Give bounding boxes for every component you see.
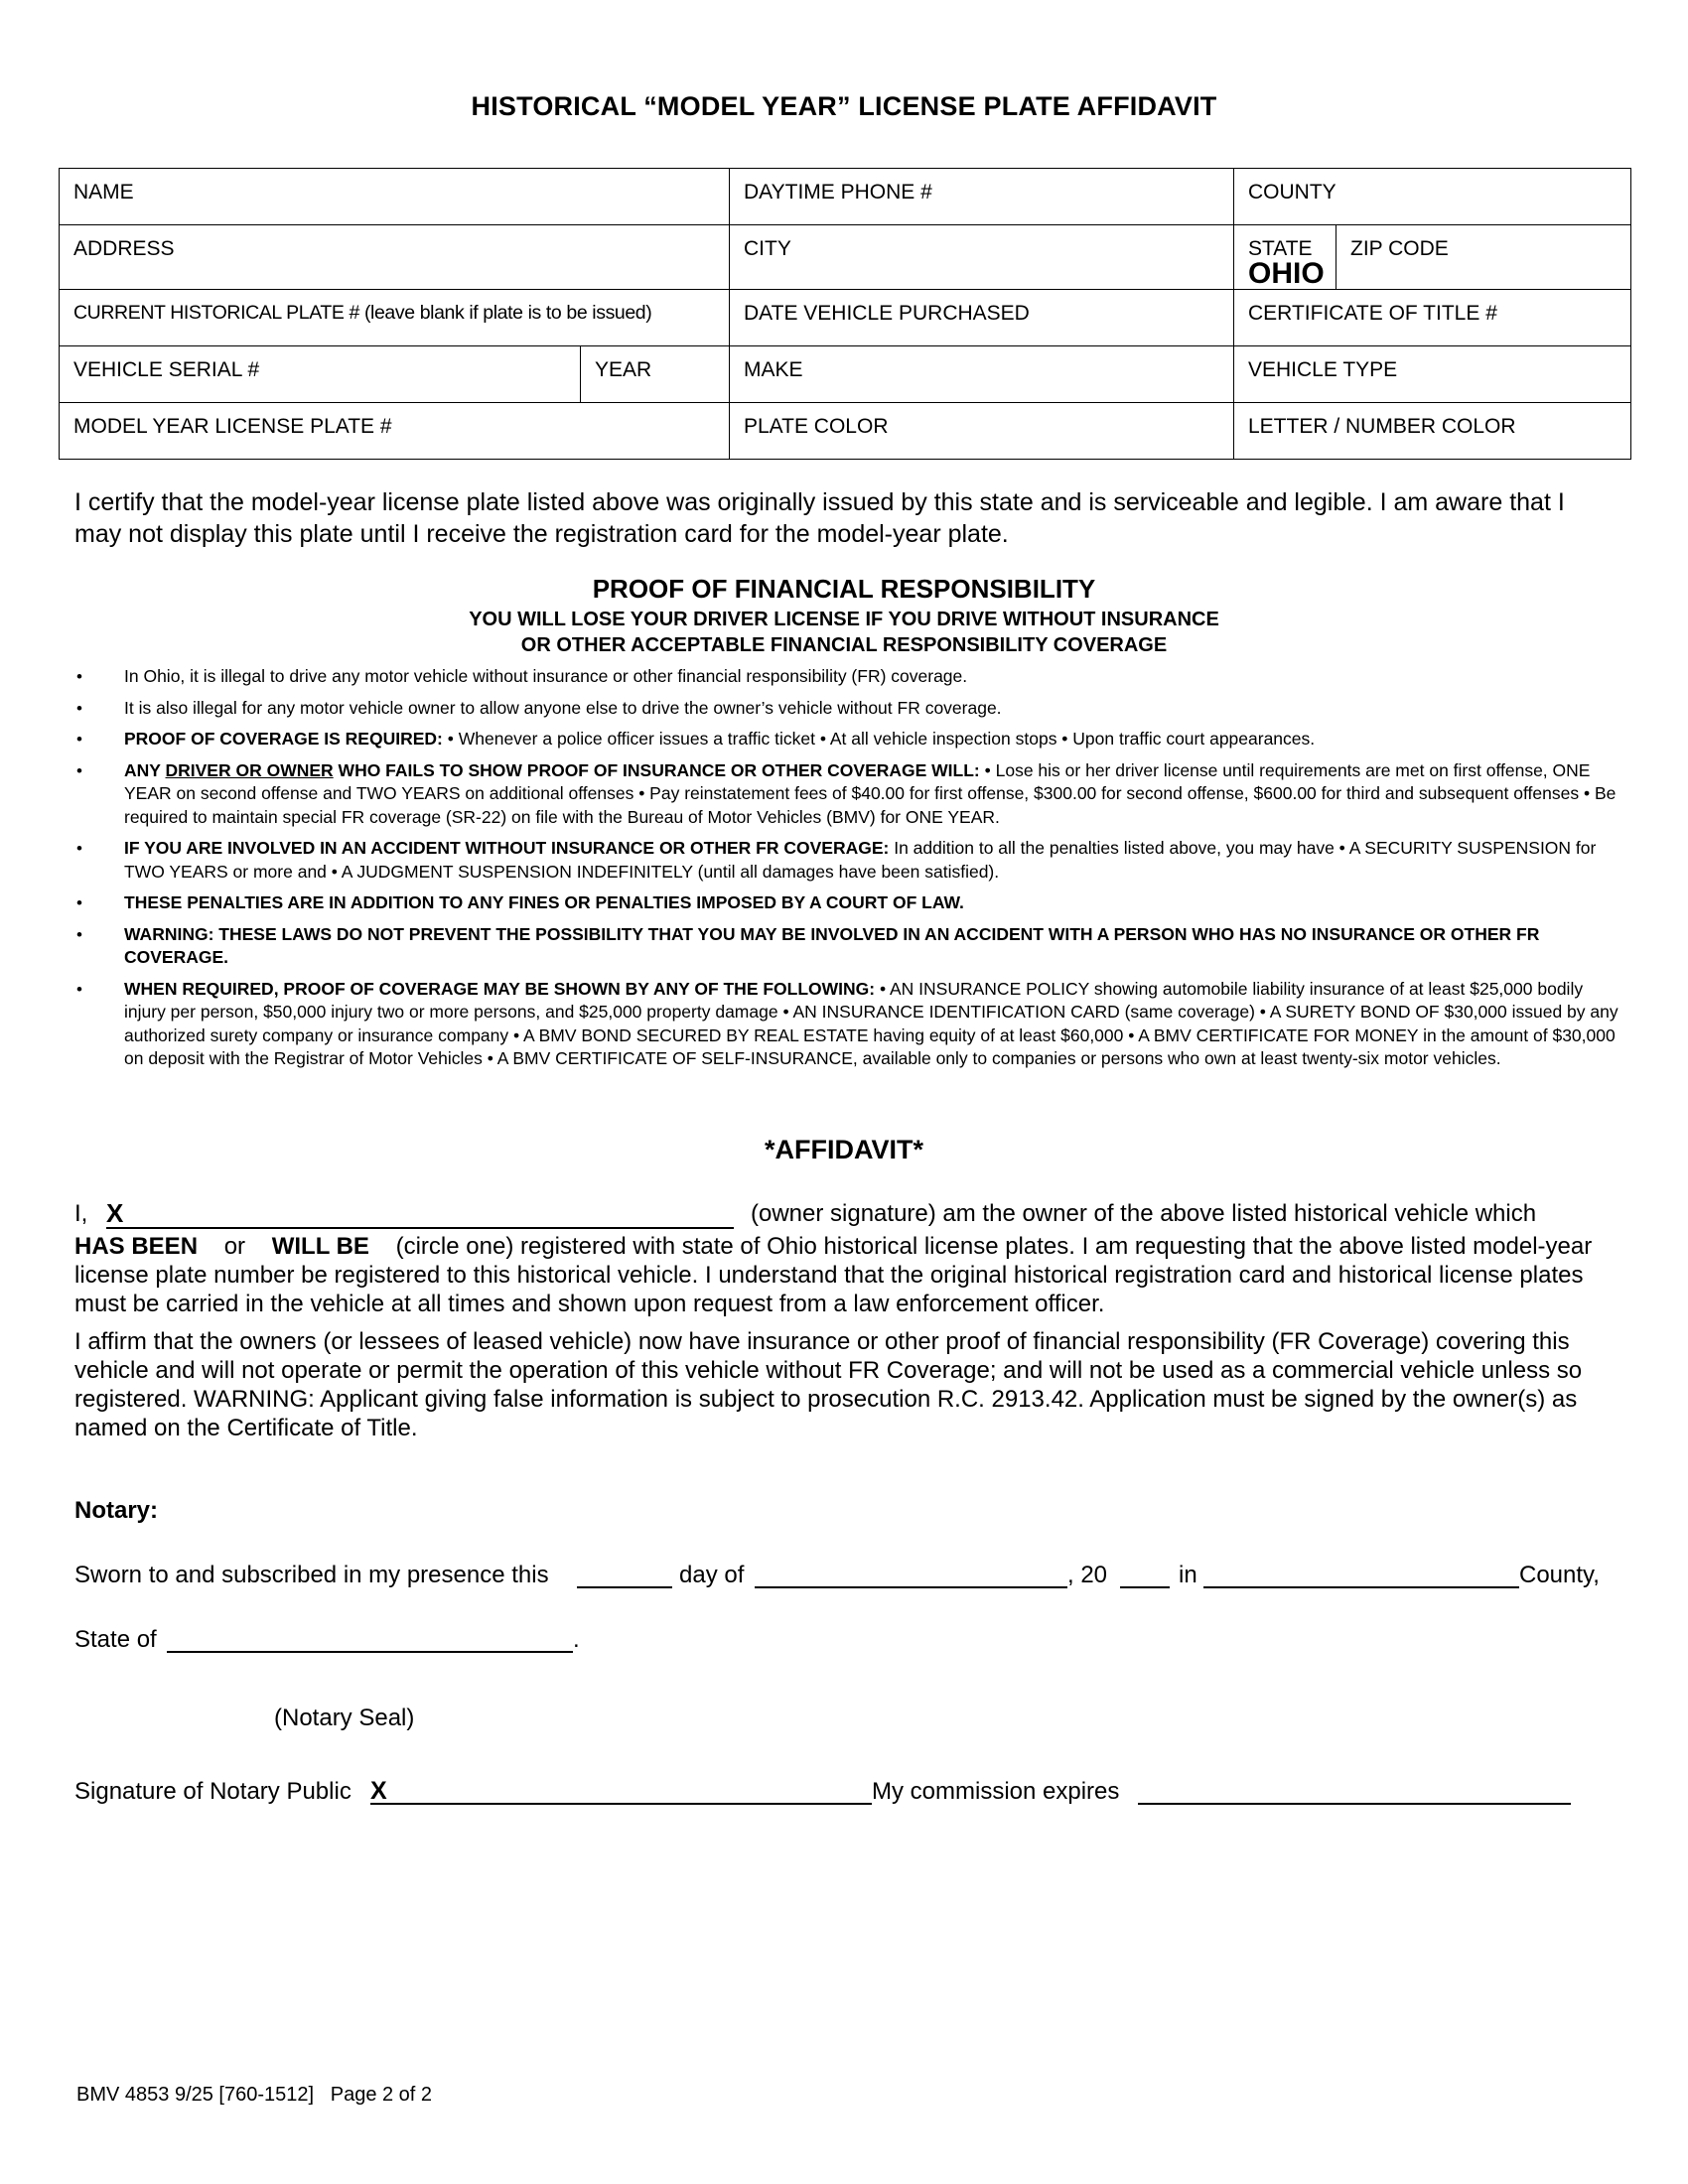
- vehicle-type-field[interactable]: [1234, 346, 1631, 403]
- city-label: CITY: [744, 237, 791, 260]
- county-text: County,: [1519, 1562, 1600, 1588]
- list-item: • ANY DRIVER OR OWNER WHO FAILS TO SHOW PROOF OF INSURANCE OR OTHER COVERAGE WILL: • Lose his or her driver license until requirements are met on first offense, ONE YEAR on second offense and TWO YEARS on additional offenses • Pay reinstatement fees of $40.00 for first offense, $300.00 for second offense, $600.00 for third and subsequent offenses • Be required to maintain special FR coverage (SR-22) on file with the Bureau of Motor Vehicles (BMV) for ONE YEAR.: [76, 759, 1617, 827]
- address-field[interactable]: [60, 225, 730, 290]
- current-plate-label: CURRENT HISTORICAL PLATE # (leave blank if plate is to be issued): [73, 302, 652, 324]
- year-label: YEAR: [595, 358, 652, 381]
- list-item: • PROOF OF COVERAGE IS REQUIRED: • Whenever a police officer issues a traffic ticket • At all vehicle inspection stops • Upon traffic court appearances.: [74, 728, 1618, 751]
- i-label: I,: [74, 1200, 88, 1227]
- vehicle-serial-label: VEHICLE SERIAL #: [73, 358, 260, 381]
- zip-code-label: ZIP CODE: [1350, 237, 1449, 260]
- vehicle-type-label: VEHICLE TYPE: [1248, 358, 1398, 381]
- year-prefix-text: , 20: [1067, 1562, 1108, 1588]
- month-line[interactable]: [755, 1586, 1067, 1588]
- financial-responsibility-title: PROOF OF FINANCIAL RESPONSIBILITY: [592, 574, 1096, 604]
- vehicle-serial-field[interactable]: [60, 346, 581, 403]
- state-line[interactable]: [167, 1651, 573, 1653]
- notary-x-mark: X: [370, 1777, 387, 1805]
- vehicle-info-form: [59, 168, 1631, 460]
- form-footer: BMV 4853 9/25 [760-1512] Page 2 of 2: [76, 2084, 433, 2106]
- plate-color-field[interactable]: [730, 403, 1234, 460]
- bullet-icon: •: [76, 924, 82, 944]
- county-label: COUNTY: [1248, 181, 1336, 204]
- day-line[interactable]: [577, 1586, 672, 1588]
- commission-line[interactable]: [1138, 1803, 1571, 1805]
- will-be-option[interactable]: WILL BE: [271, 1233, 369, 1260]
- state-label: STATE: [1248, 237, 1313, 260]
- state-value: OHIO: [1248, 257, 1325, 290]
- name-field[interactable]: [60, 169, 730, 225]
- state-of-text: State of: [74, 1626, 157, 1653]
- affidavit-paragraph-1: HAS BEEN or WILL BE (circle one) registered with state of Ohio historical license plates. I am requesting that the above listed model-year license plate number be registered to this historical vehicle. I understand that the original historical registration card and historical license plates must be carried in the vehicle at all times and shown upon request from a law enforcement officer.: [74, 1233, 1593, 1317]
- bullet-icon: •: [76, 667, 82, 686]
- certificate-of-title-label: CERTIFICATE OF TITLE #: [1248, 302, 1497, 325]
- owner-x-mark: X: [106, 1198, 124, 1228]
- date-purchased-field[interactable]: [730, 290, 1234, 346]
- sworn-text: Sworn to and subscribed in my presence this: [74, 1562, 549, 1588]
- bullet-icon: •: [76, 760, 82, 780]
- subtitle-line-1: YOU WILL LOSE YOUR DRIVER LICENSE IF YOU DRIVE WITHOUT INSURANCE: [469, 609, 1219, 630]
- day-of-text: day of: [679, 1562, 745, 1588]
- affidavit-title: *AFFIDAVIT*: [765, 1135, 923, 1164]
- date-purchased-label: DATE VEHICLE PURCHASED: [744, 302, 1030, 325]
- page-title: HISTORICAL “MODEL YEAR” LICENSE PLATE AFFIDAVIT: [471, 91, 1217, 121]
- make-field[interactable]: [730, 346, 1234, 403]
- daytime-phone-label: DAYTIME PHONE #: [744, 181, 932, 204]
- make-label: MAKE: [744, 358, 803, 381]
- financial-responsibility-subtitle: [0, 607, 1688, 658]
- zip-code-field[interactable]: [1336, 225, 1631, 290]
- list-item: • WARNING: THESE LAWS DO NOT PREVENT THE POSSIBILITY THAT YOU MAY BE INVOLVED IN AN ACCIDENT WITH A PERSON WHO HAS NO INSURANCE OR OTHER FR COVERAGE.: [76, 923, 1540, 967]
- letter-number-color-label: LETTER / NUMBER COLOR: [1248, 415, 1516, 438]
- notary-seal: (Notary Seal): [274, 1705, 415, 1731]
- financial-bullet-list: [74, 665, 1618, 1079]
- state-period: .: [573, 1626, 580, 1653]
- county-line[interactable]: [1203, 1586, 1519, 1588]
- name-label: NAME: [73, 181, 134, 204]
- list-item: • WHEN REQUIRED, PROOF OF COVERAGE MAY BE SHOWN BY ANY OF THE FOLLOWING: • AN INSURANCE POLICY showing automobile liability insurance of at least $25,000 bodily injury per person, $50,000 injury two or more persons, and $25,000 property damage • AN INSURANCE IDENTIFICATION CARD (same coverage) • A SURETY BOND OF $30,000 issued by any authorized surety company or insurance company • A BMV BOND SECURED BY REAL ESTATE having equity of at least $60,000 • A BMV CERTIFICATE FOR MONEY in the amount of $30,000 on deposit with the Registrar of Motor Vehicles • A BMV CERTIFICATE OF SELF-INSURANCE, available only to companies or persons who own at least twenty-six motor vehicles.: [76, 978, 1618, 1068]
- state-field: [1234, 225, 1336, 290]
- notary-signature-text: Signature of Notary Public: [74, 1778, 352, 1805]
- subtitle-line-2: OR OTHER ACCEPTABLE FINANCIAL RESPONSIBILITY COVERAGE: [520, 634, 1168, 656]
- address-label: ADDRESS: [73, 237, 175, 260]
- year-field[interactable]: [581, 346, 730, 403]
- model-year-plate-label: MODEL YEAR LICENSE PLATE #: [73, 415, 392, 438]
- plate-color-label: PLATE COLOR: [744, 415, 889, 438]
- bullet-icon: •: [76, 893, 82, 912]
- county-field[interactable]: [1234, 169, 1631, 225]
- city-field[interactable]: [730, 225, 1234, 290]
- certify-statement: I certify that the model-year license plate listed above was originally issued by this state and is serviceable and legible. I am aware that I may not display this plate until I receive the registration card for the model-year plate.: [74, 488, 1565, 548]
- list-item: • In Ohio, it is illegal to drive any motor vehicle without insurance or other financial responsibility (FR) coverage.: [74, 665, 1618, 689]
- in-text: in: [1179, 1562, 1197, 1588]
- year-line[interactable]: [1120, 1586, 1170, 1588]
- owner-signature-text: (owner signature) am the owner of the above listed historical vehicle which: [751, 1200, 1537, 1227]
- list-item: • IF YOU ARE INVOLVED IN AN ACCIDENT WITHOUT INSURANCE OR OTHER FR COVERAGE: In addition to all the penalties listed above, you may have • A SECURITY SUSPENSION for TWO YEARS or more and • A JUDGMENT SUSPENSION INDEFINITELY (until all damages have been satisfied).: [76, 838, 1597, 882]
- model-year-plate-field[interactable]: [60, 403, 730, 460]
- notary-signature-line[interactable]: [370, 1803, 872, 1805]
- owner-signature-line[interactable]: [106, 1227, 734, 1229]
- bullet-icon: •: [76, 698, 82, 718]
- bullet-icon: •: [76, 839, 82, 858]
- commission-text: My commission expires: [872, 1778, 1120, 1805]
- affidavit-paragraph-2: I affirm that the owners (or lessees of leased vehicle) now have insurance or other proof of financial responsibility (FR Coverage) covering this vehicle and will not operate or permit the operation of this vehicle without FR Coverage; and will not be used as a commercial vehicle unless so registered. WARNING: Applicant giving false information is subject to prosecution R.C. 2913.42. Application must be signed by the owner(s) as named on the Certificate of Title.: [74, 1328, 1583, 1441]
- bullet-icon: •: [76, 979, 82, 999]
- letter-number-color-field[interactable]: [1234, 403, 1631, 460]
- has-been-option[interactable]: HAS BEEN: [74, 1233, 199, 1260]
- certificate-of-title-field[interactable]: [1234, 290, 1631, 346]
- list-item: • It is also illegal for any motor vehicle owner to allow anyone else to drive the owner’s vehicle without FR coverage.: [74, 697, 1618, 721]
- daytime-phone-field[interactable]: [730, 169, 1234, 225]
- current-plate-field[interactable]: [60, 290, 730, 346]
- notary-label: Notary:: [74, 1497, 159, 1524]
- bullet-icon: •: [76, 730, 82, 749]
- list-item: • THESE PENALTIES ARE IN ADDITION TO ANY FINES OR PENALTIES IMPOSED BY A COURT OF LAW.: [74, 891, 1618, 915]
